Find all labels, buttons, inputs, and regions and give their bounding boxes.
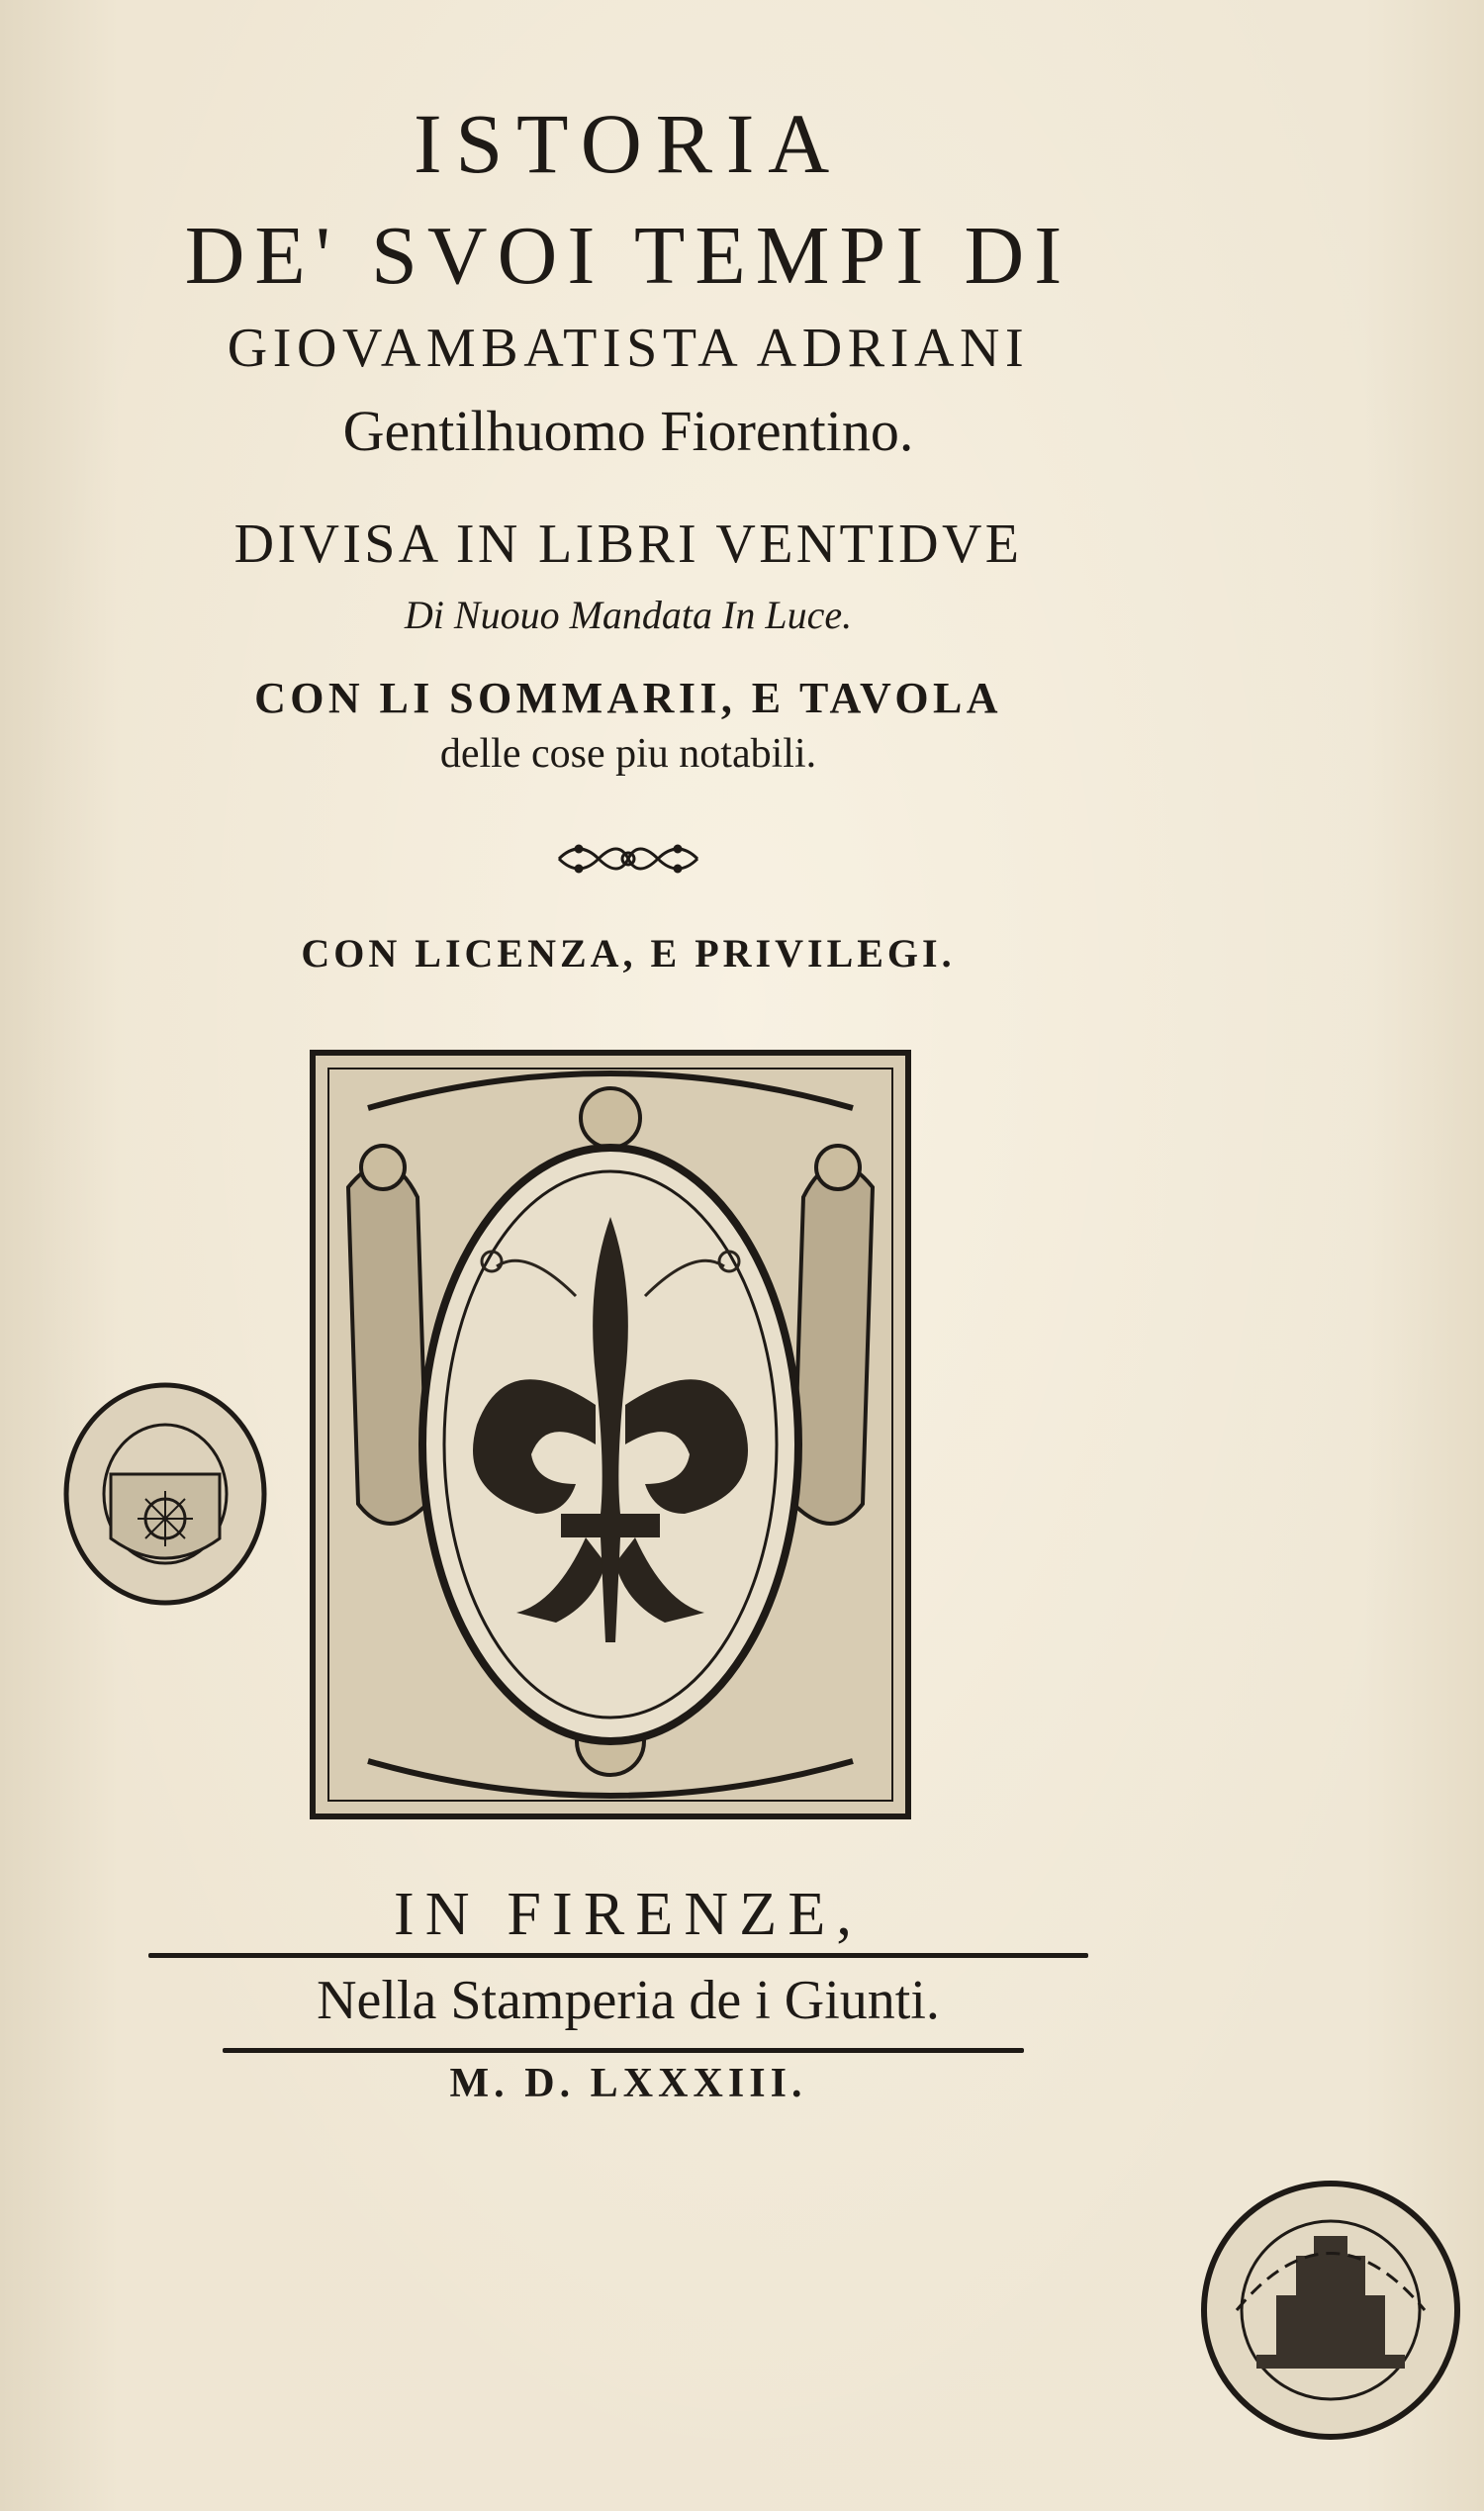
license-line: CON LICENZA, E PRIVILEGI.: [301, 931, 956, 976]
imprint-place: IN FIRENZE,: [393, 1881, 864, 1948]
author-name: GIOVAMBATISTA ADRIANI: [227, 318, 1030, 379]
imprint-year: M. D. LXXXIII.: [449, 2061, 807, 2106]
imprint-rule-upper: [148, 1953, 1088, 1958]
imprint-printer: Nella Stamperia de i Giunti.: [317, 1970, 940, 2031]
title-line-istoria: ISTORIA: [414, 96, 843, 191]
library-stamp-left-icon: [61, 1380, 269, 1608]
florentine-lily-woodcut-icon: [309, 1049, 912, 1820]
author-description: Gentilhuomo Fiorentino.: [342, 399, 914, 463]
title-line-suoi-tempi: DE' SVOI TEMPI DI: [184, 210, 1072, 302]
typographic-ornament-icon: [549, 829, 707, 888]
summaries-line: CON LI SOMMARII, E TAVOLA: [254, 674, 1002, 722]
notable-things-line: delle cose piu notabili.: [439, 731, 817, 777]
division-line: DIVISA IN LIBRI VENTIDVE: [233, 513, 1023, 575]
library-stamp-right-icon: [1197, 2177, 1464, 2444]
new-edition-line: Di Nuouo Mandata In Luce.: [404, 593, 853, 637]
imprint-rule-lower: [223, 2048, 1024, 2053]
